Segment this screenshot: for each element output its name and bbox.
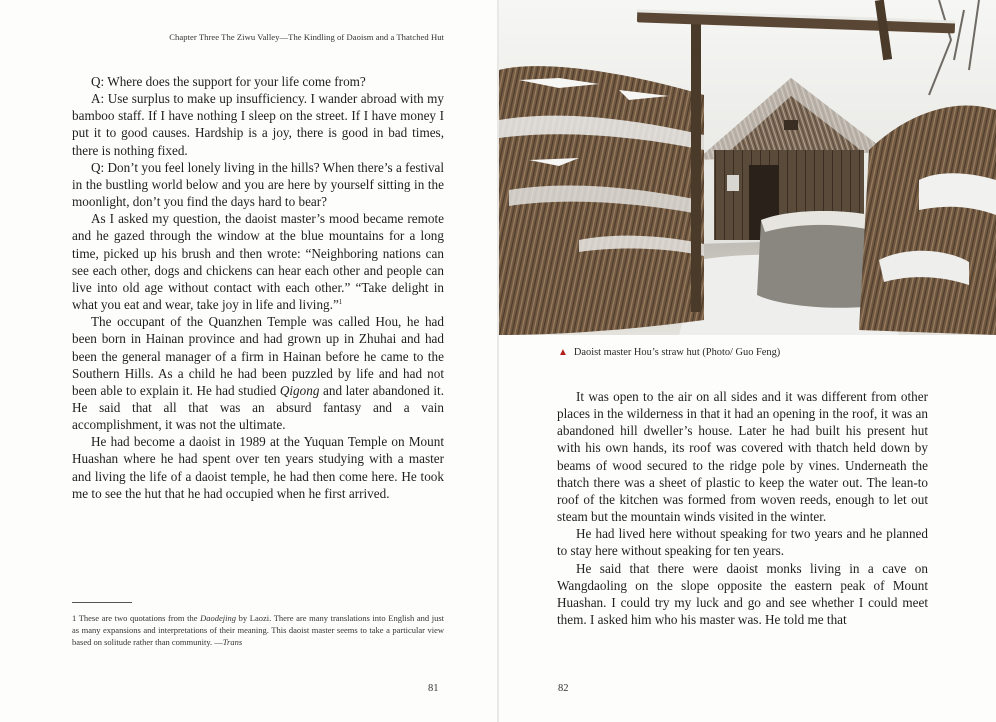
book-title: Daodejing bbox=[200, 613, 237, 623]
photo-illustration bbox=[499, 0, 996, 335]
paragraph bbox=[72, 313, 444, 433]
red-triangle-icon: ▲ bbox=[558, 347, 568, 358]
paragraph: It was open to the air on all sides and it was different from other places in the wilderness in that it had an opening in the roof, it was an abandoned hill dweller’s house. Later he had built his present hut with his own hands, its roof was covered with thatch held down by beams of wood secured to the ridge pole by vines. Underneath the thatch there was a sheet of plastic to keep the water out. The lean-to roof of the kitchen was formed from woven reeds, enough to let out steam but the mountain winds visited in the winter. bbox=[557, 389, 928, 525]
right-body-text bbox=[557, 388, 928, 628]
running-head: Chapter Three The Ziwu Valley—The Kindling of Daoism and a Thatched Hut bbox=[169, 32, 444, 42]
right-page bbox=[499, 0, 996, 722]
paragraph: Q: Don’t you feel lonely living in the hills? When there’s a festival in the bustling world below and you are here by yourself sitting in the moonlight, don’t you find the days hard to bear? bbox=[72, 159, 444, 210]
paragraph-text: As I asked my question, the daoist master’s mood became remote and he gazed through the window at the blue mountains for a long time, picked up his brush and then wrote: “Neighboring nations can see each other, dogs and chickens can hear each other and people can live into old age without contact with each other.” “Take delight in what you eat and wear, take joy in life and living.” bbox=[72, 211, 444, 313]
paragraph bbox=[72, 210, 444, 313]
footnote-ref[interactable]: 1 bbox=[338, 298, 343, 307]
caption-text: Daoist master Hou’s straw hut (Photo/ Guo Feng) bbox=[573, 347, 781, 358]
page-number: 82 bbox=[558, 683, 569, 694]
paragraph: He had become a daoist in 1989 at the Yuquan Temple on Mount Huashan where he had spent over ten years studying with a master and living the life of a daoist temple, he had then come here. He took me to see the hut that he had occupied when he first arrived. bbox=[72, 434, 444, 501]
paragraph: He said that there were daoist monks living in a cave on Wangdaoling on the slope opposite the eastern peak of Mount Huashan. I could try my luck and go and see whether I could meet them. I asked him who his master was. He told me that bbox=[557, 560, 928, 628]
footnote-number: 1 bbox=[72, 613, 77, 623]
paragraph: Q: Where does the support for your life come from? bbox=[91, 74, 366, 89]
left-body-text bbox=[72, 73, 444, 502]
snowy-thatched-hut-photo bbox=[499, 0, 996, 335]
left-page bbox=[0, 0, 497, 722]
page-number: 81 bbox=[428, 683, 439, 694]
paragraph-text: The occupant of the Quanzhen Temple was called Hou, he had been born in Hainan province and had grown up in Zhuhai and had been the general manager of a firm in Hainan before he came to the Southern Hills. As a child he had been puzzled by life and had not been able to explain it. He had studied bbox=[72, 314, 444, 398]
paragraph-text: and later abandoned it. He said that all that was an absurd fantasy and a vain accomplishment, it was not the ultimate. bbox=[72, 382, 444, 433]
paragraph: He had lived here without speaking for two years and he planned to stay here without speaking for ten years. bbox=[557, 526, 928, 559]
footnote bbox=[72, 612, 444, 649]
footnote-text: by Laozi. There are many translations into English and just as many expansions and interpretations of their meaning. This daoist master seems to take a particular view based on solitude rather than community. — bbox=[72, 613, 444, 648]
translator-note: Trans bbox=[222, 637, 243, 648]
footnote-text: These are two quotations from the bbox=[76, 613, 201, 623]
italic-term: Qigong bbox=[279, 382, 320, 398]
paragraph: A: Use surplus to make up insufficiency. I wander abroad with my bamboo staff. If I have nothing I sleep on the street. If I have money I put it to good causes. Hardship is a joy, there is good in bad times, there is nothing fixed. bbox=[72, 91, 444, 158]
footnote-rule bbox=[72, 602, 132, 603]
photo-caption bbox=[558, 347, 780, 358]
